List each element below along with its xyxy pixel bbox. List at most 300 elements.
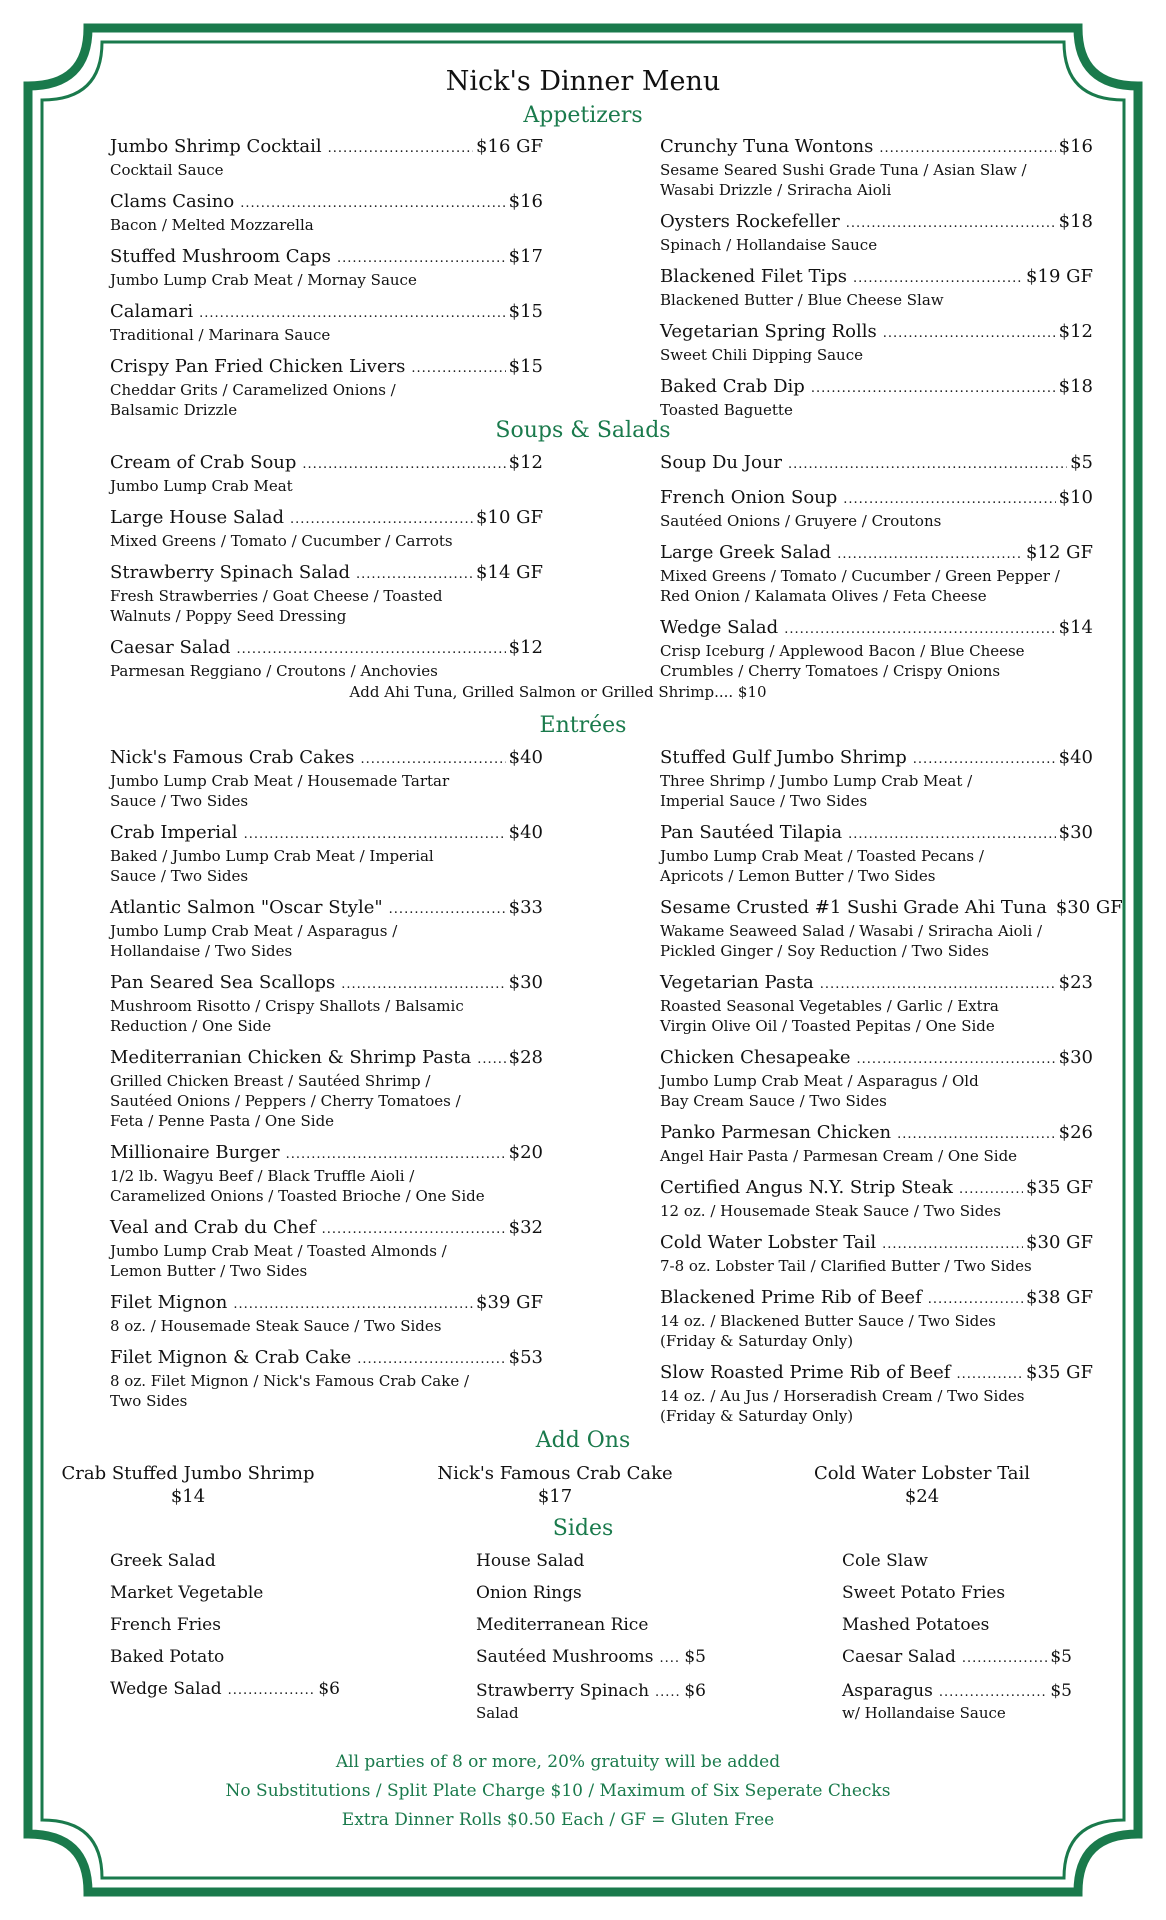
menu-item-description: (Friday & Saturday Only) <box>660 1332 854 1350</box>
menu-item-name: Pan Sautéed Tilapia <box>660 822 843 843</box>
menu-item-row <box>660 487 1093 511</box>
side-item-price: $5 <box>684 1647 706 1667</box>
menu-item-name: Cream of Crab Soup <box>110 452 297 473</box>
side-item-name: Caesar Salad <box>842 1647 956 1667</box>
menu-item-row <box>660 1362 1093 1386</box>
menu-item-price: $12 <box>1058 321 1093 342</box>
side-item <box>476 1550 706 1572</box>
menu-item-price: $15 <box>508 301 543 322</box>
side-item <box>842 1550 1072 1572</box>
menu-item-name: Cold Water Lobster Tail <box>660 1232 877 1253</box>
menu-item <box>660 972 1093 1036</box>
side-item-name: Sweet Potato Fries <box>842 1583 1006 1603</box>
dot-leader <box>962 1648 1048 1670</box>
dot-leader <box>853 268 1023 290</box>
menu-item-price: $33 <box>508 897 543 918</box>
dot-leader <box>913 749 1056 771</box>
menu-item <box>660 1287 1093 1351</box>
menu-item-name: Clams Casino <box>110 191 235 212</box>
side-item <box>110 1646 340 1668</box>
dot-leader <box>389 899 506 921</box>
menu-item <box>110 507 543 551</box>
menu-item-description: Lemon Butter / Two Sides <box>110 1262 308 1280</box>
dot-leader <box>788 454 1067 476</box>
addon-name: Nick's Famous Crab Cake <box>437 1463 673 1484</box>
menu-item-name: Panko Parmesan Chicken <box>660 1122 892 1143</box>
addon-price: $17 <box>537 1486 573 1507</box>
side-item <box>842 1680 1072 1722</box>
menu-item-price: $12 <box>508 452 543 473</box>
menu-item <box>660 1047 1093 1111</box>
side-item-name: Onion Rings <box>476 1583 582 1603</box>
dot-leader <box>659 1648 681 1670</box>
menu-item-row <box>660 266 1093 290</box>
addon-item <box>8 1462 368 1508</box>
sides-heading: Sides <box>552 1516 614 1541</box>
side-item-price: $6 <box>684 1681 706 1701</box>
menu-item-description: Wasabi Drizzle / Sriracha Aioli <box>660 181 892 199</box>
menu-item-name: Mediterranian Chicken & Shrimp Pasta <box>110 1047 472 1068</box>
dot-leader <box>290 509 473 531</box>
menu-item <box>660 266 1093 310</box>
menu-item <box>110 1347 543 1411</box>
menu-item <box>110 452 543 496</box>
dot-leader <box>843 489 1055 511</box>
menu-item <box>660 452 1093 476</box>
dot-leader <box>356 564 473 586</box>
side-item <box>110 1550 340 1572</box>
dot-leader <box>959 1179 1023 1201</box>
menu-item-name: Pan Seared Sea Scallops <box>110 972 336 993</box>
menu-item-price: $12 GF <box>1026 542 1093 563</box>
dot-leader <box>477 1049 505 1071</box>
menu-item-row <box>110 1217 543 1241</box>
menu-item-description: Baked / Jumbo Lump Crab Meat / Imperial <box>110 847 434 865</box>
menu-item-description: 14 oz. / Blackened Butter Sauce / Two Sides <box>660 1312 996 1330</box>
menu-item-description: Spinach / Hollandaise Sauce <box>660 236 878 254</box>
menu-item-row <box>110 356 543 380</box>
menu-item-row <box>110 136 543 160</box>
menu-item-price: $28 <box>508 1047 543 1068</box>
side-item <box>476 1646 706 1670</box>
menu-item <box>110 356 543 420</box>
dot-leader <box>848 824 1056 846</box>
dot-leader <box>357 1349 505 1371</box>
menu-item-description: Wakame Seaweed Salad / Wasabi / Sriracha Aioli / <box>660 922 1043 940</box>
menu-item-row <box>660 747 1093 771</box>
menu-item <box>110 897 543 961</box>
side-item-price: $5 <box>1050 1647 1072 1667</box>
menu-item-row <box>660 1122 1093 1146</box>
side-item-name: Mediterranean Rice <box>476 1615 649 1635</box>
menu-item-description: Two Sides <box>110 1392 188 1410</box>
menu-item-description: Jumbo Lump Crab Meat / Housemade Tartar <box>110 772 450 790</box>
menu-item <box>660 897 1123 961</box>
menu-item-name: Sesame Crusted #1 Sushi Grade Ahi Tuna <box>660 897 1047 918</box>
menu-item-name: Blackened Prime Rib of Beef <box>660 1287 922 1308</box>
dot-leader <box>322 1219 506 1241</box>
menu-item-description: 12 oz. / Housemade Steak Sauce / Two Sides <box>660 1202 1001 1220</box>
menu-item-description: Grilled Chicken Breast / Sautéed Shrimp / <box>110 1072 431 1090</box>
menu-item-row <box>660 972 1093 996</box>
menu-item-description: Jumbo Lump Crab Meat / Toasted Pecans / <box>660 847 984 865</box>
menu-item-row <box>110 747 543 771</box>
side-item-price: $6 <box>318 1679 340 1699</box>
menu-item-price: $5 <box>1070 452 1093 473</box>
menu-item-price: $30 GF <box>1055 897 1123 918</box>
menu-item-description: Sesame Seared Sushi Grade Tuna / Asian Slaw / <box>660 161 1027 179</box>
footer-gratuity: All parties of 8 or more, 20% gratuity will be added <box>335 1752 781 1772</box>
menu-item-description: Feta / Penne Pasta / One Side <box>110 1112 335 1130</box>
dot-leader <box>199 303 505 325</box>
side-item-name: House Salad <box>476 1551 585 1571</box>
menu-item-description: Sautéed Onions / Peppers / Cherry Tomatoes / <box>110 1092 461 1110</box>
menu-item-description: Jumbo Lump Crab Meat / Asparagus / Old <box>660 1072 979 1090</box>
menu-item-description: Toasted Baguette <box>660 401 793 419</box>
menu-item <box>110 1047 543 1131</box>
menu-item <box>110 972 543 1036</box>
entrees-right-column <box>660 747 1123 1437</box>
side-item-price: $5 <box>1050 1681 1072 1701</box>
menu-item-description: Mixed Greens / Tomato / Cucumber / Green Pepper / <box>660 567 1060 585</box>
menu-item-description: 8 oz. / Housemade Steak Sauce / Two Sides <box>110 1317 442 1335</box>
menu-item-row <box>110 822 543 846</box>
soups-left-column <box>110 452 543 692</box>
dot-leader <box>837 544 1023 566</box>
menu-item-description: Mushroom Risotto / Crispy Shallots / Balsamic <box>110 997 464 1015</box>
addon-name: Crab Stuffed Jumbo Shrimp <box>61 1463 315 1484</box>
side-item-name: Sautéed Mushrooms <box>476 1647 654 1667</box>
menu-item-price: $16 <box>1058 136 1093 157</box>
menu-item-name: Atlantic Salmon "Oscar Style" <box>110 897 383 918</box>
entrees-heading: Entrées <box>539 713 627 738</box>
side-item-row <box>842 1680 1072 1704</box>
menu-item-description: Caramelized Onions / Toasted Brioche / One Side <box>110 1187 485 1205</box>
menu-item <box>110 246 543 290</box>
menu-item-name: Slow Roasted Prime Rib of Beef <box>660 1362 951 1383</box>
menu-item-row <box>660 321 1093 345</box>
menu-item <box>110 1292 543 1336</box>
menu-item-description: Virgin Olive Oil / Toasted Pepitas / One Side <box>660 1017 995 1035</box>
menu-item-price: $14 <box>1058 617 1093 638</box>
menu-item-price: $38 GF <box>1026 1287 1093 1308</box>
menu-item-row <box>110 1347 543 1371</box>
menu-item-name: Caesar Salad <box>110 637 231 658</box>
addon-item <box>742 1462 1102 1508</box>
dot-leader <box>897 1124 1056 1146</box>
menu-item-row <box>110 191 543 215</box>
addon-price: $14 <box>170 1486 206 1507</box>
menu-item <box>660 1232 1093 1276</box>
entrees-left-column <box>110 747 543 1422</box>
menu-item-price: $32 <box>508 1217 543 1238</box>
menu-item <box>660 1122 1093 1166</box>
menu-item-name: Large House Salad <box>110 507 284 528</box>
dot-leader <box>341 974 505 996</box>
side-item-note: w/ Hollandaise Sauce <box>842 1704 1006 1722</box>
menu-item-price: $15 <box>508 356 543 377</box>
menu-item <box>660 822 1093 886</box>
dot-leader <box>237 639 506 661</box>
menu-item-price: $40 <box>508 822 543 843</box>
footer-policies: No Substitutions / Split Plate Charge $10 / Maximum of Six Seperate Checks <box>225 1781 891 1801</box>
dot-leader <box>846 213 1056 235</box>
menu-item-name: Blackened Filet Tips <box>660 266 847 287</box>
side-item <box>110 1678 340 1702</box>
menu-item-name: French Onion Soup <box>660 487 838 508</box>
menu-item-description: Blackened Butter / Blue Cheese Slaw <box>660 291 944 309</box>
menu-item <box>110 1217 543 1281</box>
menu-item-name: Soup Du Jour <box>660 452 783 473</box>
menu-item-row <box>110 452 543 476</box>
menu-item-description: Sautéed Onions / Gruyere / Croutons <box>660 512 942 530</box>
menu-item-name: Crab Imperial <box>110 822 238 843</box>
menu-item-description: Hollandaise / Two Sides <box>110 942 293 960</box>
dot-leader <box>883 323 1056 345</box>
menu-item-name: Jumbo Shrimp Cocktail <box>110 136 322 157</box>
footer-rolls: Extra Dinner Rolls $0.50 Each / GF = Gluten Free <box>341 1810 775 1830</box>
footer-notes <box>0 1748 1116 1835</box>
menu-item-description: Imperial Sauce / Two Sides <box>660 792 868 810</box>
dot-leader <box>784 619 1055 641</box>
side-item-row <box>476 1680 706 1704</box>
menu-item-price: $39 GF <box>476 1292 543 1313</box>
menu-item-description: Cocktail Sauce <box>110 161 224 179</box>
menu-item-name: Wedge Salad <box>660 617 779 638</box>
menu-item-name: Baked Crab Dip <box>660 376 805 397</box>
menu-item-description: Crisp Iceburg / Applewood Bacon / Blue Cheese <box>660 642 1025 660</box>
side-item-name: Wedge Salad <box>110 1679 222 1699</box>
menu-item-description: Jumbo Lump Crab Meat / Mornay Sauce <box>110 271 417 289</box>
menu-item-description: Mixed Greens / Tomato / Cucumber / Carrots <box>110 532 453 550</box>
dot-leader <box>857 1049 1056 1071</box>
side-item-name: Mashed Potatoes <box>842 1615 990 1635</box>
dot-leader <box>956 1364 1023 1386</box>
menu-item-name: Calamari <box>110 301 194 322</box>
menu-item <box>660 1177 1093 1221</box>
menu-item-row <box>660 1047 1093 1071</box>
menu-item-name: Stuffed Gulf Jumbo Shrimp <box>660 747 907 768</box>
menu-item-description: Fresh Strawberries / Goat Cheese / Toasted <box>110 587 443 605</box>
menu-item-name: Large Greek Salad <box>660 542 832 563</box>
menu-item-name: Chicken Chesapeake <box>660 1047 851 1068</box>
menu-item-row <box>660 1287 1093 1311</box>
side-item-name: Strawberry Spinach <box>476 1681 650 1701</box>
menu-item-price: $35 GF <box>1026 1362 1093 1383</box>
menu-item-description: Reduction / One Side <box>110 1017 272 1035</box>
menu-item-price: $10 <box>1058 487 1093 508</box>
dot-leader <box>411 358 505 380</box>
menu-item-row <box>110 1142 543 1166</box>
menu-item-row <box>110 246 543 270</box>
side-item-name: Greek Salad <box>110 1551 216 1571</box>
menu-item-price: $16 <box>508 191 543 212</box>
menu-item-row <box>110 301 543 325</box>
menu-title: Nick's Dinner Menu <box>445 66 721 97</box>
menu-item-name: Veal and Crab du Chef <box>110 1217 316 1238</box>
side-item <box>110 1582 340 1604</box>
menu-item-description: (Friday & Saturday Only) <box>660 1407 854 1425</box>
menu-item-description: 14 oz. / Au Jus / Horseradish Cream / Two Sides <box>660 1387 1025 1405</box>
menu-item-description: Jumbo Lump Crab Meat / Asparagus / <box>110 922 398 940</box>
menu-item-price: $14 GF <box>476 562 543 583</box>
side-item <box>842 1582 1072 1604</box>
menu-item-description: Cheddar Grits / Caramelized Onions / <box>110 381 396 399</box>
menu-item-price: $26 <box>1058 1122 1093 1143</box>
dot-leader <box>882 1234 1023 1256</box>
menu-item-name: Oysters Rockefeller <box>660 211 840 232</box>
menu-item-name: Filet Mignon & Crab Cake <box>110 1347 352 1368</box>
dot-leader <box>233 1294 473 1316</box>
menu-item <box>110 822 543 886</box>
dot-leader <box>820 974 1056 996</box>
appetizers-right-column <box>660 136 1093 431</box>
menu-item-description: Bay Cream Sauce / Two Sides <box>660 1092 887 1110</box>
soups-salads-heading: Soups & Salads <box>495 418 671 443</box>
menu-item-row <box>110 972 543 996</box>
menu-item <box>110 191 543 235</box>
menu-item-name: Vegetarian Spring Rolls <box>660 321 877 342</box>
menu-item-row <box>660 617 1093 641</box>
sides-column-1 <box>110 1550 340 1712</box>
menu-item-description: Sauce / Two Sides <box>110 792 249 810</box>
menu-item <box>110 136 543 180</box>
menu-item-row <box>660 211 1093 235</box>
menu-item-description: Roasted Seasonal Vegetables / Garlic / Extra <box>660 997 999 1015</box>
menu-item-price: $12 <box>508 637 543 658</box>
menu-item-name: Strawberry Spinach Salad <box>110 562 350 583</box>
menu-item-description: Pickled Ginger / Soy Reduction / Two Sides <box>660 942 989 960</box>
menu-item-row <box>660 1232 1093 1256</box>
dot-leader <box>337 248 506 270</box>
menu-item-description: Jumbo Lump Crab Meat <box>110 477 293 495</box>
side-item-name: Baked Potato <box>110 1647 225 1667</box>
menu-item-price: $18 <box>1058 376 1093 397</box>
menu-item-description: Parmesan Reggiano / Croutons / Anchovies <box>110 662 438 680</box>
side-item <box>842 1614 1072 1636</box>
menu-item-name: Vegetarian Pasta <box>660 972 814 993</box>
menu-item-price: $20 <box>508 1142 543 1163</box>
side-item-row <box>842 1646 1072 1670</box>
menu-item-row <box>660 136 1093 160</box>
dot-leader <box>928 1289 1023 1311</box>
menu-item-row <box>110 1292 543 1316</box>
side-item-name: Cole Slaw <box>842 1551 928 1571</box>
sides-column-3 <box>842 1550 1072 1732</box>
dot-leader <box>302 454 505 476</box>
menu-item-price: $30 <box>1058 822 1093 843</box>
side-item <box>110 1614 340 1636</box>
sides-column-2 <box>476 1550 706 1732</box>
menu-item-name: Millionaire Burger <box>110 1142 280 1163</box>
menu-item-row <box>110 507 543 531</box>
side-item <box>476 1680 706 1722</box>
menu-item-price: $30 GF <box>1026 1232 1093 1253</box>
dot-leader <box>655 1682 681 1704</box>
menu-item-row <box>660 822 1093 846</box>
add-protein-note: Add Ahi Tuna, Grilled Salmon or Grilled Shrimp.... $10 <box>349 683 767 701</box>
side-item-name: Market Vegetable <box>110 1583 264 1603</box>
appetizers-heading: Appetizers <box>523 103 643 128</box>
menu-item <box>110 301 543 345</box>
menu-item-description: Apricots / Lemon Butter / Two Sides <box>660 867 936 885</box>
dot-leader <box>879 138 1055 160</box>
side-item <box>476 1614 706 1636</box>
menu-item-price: $18 <box>1058 211 1093 232</box>
side-item-row <box>476 1646 706 1670</box>
dot-leader <box>286 1144 506 1166</box>
soups-right-column <box>660 452 1093 692</box>
addon-price: $24 <box>904 1486 940 1507</box>
side-item-name: French Fries <box>110 1615 221 1635</box>
menu-item <box>660 211 1093 255</box>
addon-item <box>375 1462 735 1508</box>
menu-item-price: $30 <box>508 972 543 993</box>
menu-item-description: Walnuts / Poppy Seed Dressing <box>110 607 347 625</box>
menu-item-description: Traditional / Marinara Sauce <box>110 326 331 344</box>
menu-item <box>110 562 543 626</box>
menu-item <box>660 747 1093 811</box>
dot-leader <box>228 1680 316 1702</box>
menu-item <box>660 487 1093 531</box>
side-item-row <box>110 1678 340 1702</box>
dot-leader <box>811 378 1056 400</box>
side-item <box>842 1646 1072 1670</box>
menu-item-description: Jumbo Lump Crab Meat / Toasted Almonds / <box>110 1242 447 1260</box>
menu-item <box>660 321 1093 365</box>
menu-item-row <box>110 562 543 586</box>
menu-item-price: $23 <box>1058 972 1093 993</box>
menu-item-row <box>110 637 543 661</box>
menu-item-description: Bacon / Melted Mozzarella <box>110 216 314 234</box>
side-item-name: Asparagus <box>842 1681 933 1701</box>
menu-item-price: $40 <box>508 747 543 768</box>
menu-item-row <box>660 1177 1093 1201</box>
menu-item-name: Certified Angus N.Y. Strip Steak <box>660 1177 953 1198</box>
menu-item-price: $19 GF <box>1026 266 1093 287</box>
addons-heading: Add Ons <box>535 1428 631 1453</box>
menu-item-name: Crunchy Tuna Wontons <box>660 136 874 157</box>
menu-item-row <box>660 376 1093 400</box>
menu-item-description: 1/2 lb. Wagyu Beef / Black Truffle Aioli / <box>110 1167 415 1185</box>
menu-item-price: $30 <box>1058 1047 1093 1068</box>
menu-item <box>660 542 1093 606</box>
menu-item-name: Stuffed Mushroom Caps <box>110 246 332 267</box>
menu-item <box>110 1142 543 1206</box>
menu-item-description: 8 oz. Filet Mignon / Nick's Famous Crab Cake / <box>110 1372 470 1390</box>
menu-item-price: $16 GF <box>476 136 543 157</box>
menu-item <box>660 376 1093 420</box>
menu-item-name: Filet Mignon <box>110 1292 228 1313</box>
menu-item-description: Angel Hair Pasta / Parmesan Cream / One Side <box>660 1147 1018 1165</box>
menu-item-row <box>110 1047 543 1071</box>
addon-name: Cold Water Lobster Tail <box>813 1463 1031 1484</box>
dot-leader <box>240 193 505 215</box>
dot-leader <box>244 824 506 846</box>
menu-item-name: Crispy Pan Fried Chicken Livers <box>110 356 406 377</box>
menu-item <box>660 1362 1093 1426</box>
menu-item-description: Three Shrimp / Jumbo Lump Crab Meat / <box>660 772 973 790</box>
menu-item-description: Red Onion / Kalamata Olives / Feta Cheese <box>660 587 987 605</box>
menu-item-row <box>660 542 1093 566</box>
menu-item-price: $53 <box>508 1347 543 1368</box>
menu-item-description: Sauce / Two Sides <box>110 867 249 885</box>
menu-item-description: Sweet Chili Dipping Sauce <box>660 346 863 364</box>
menu-item-description: 7-8 oz. Lobster Tail / Clarified Butter / Two Sides <box>660 1257 1032 1275</box>
appetizers-left-column <box>110 136 543 431</box>
dot-leader <box>328 138 473 160</box>
menu-item-row <box>660 452 1093 476</box>
